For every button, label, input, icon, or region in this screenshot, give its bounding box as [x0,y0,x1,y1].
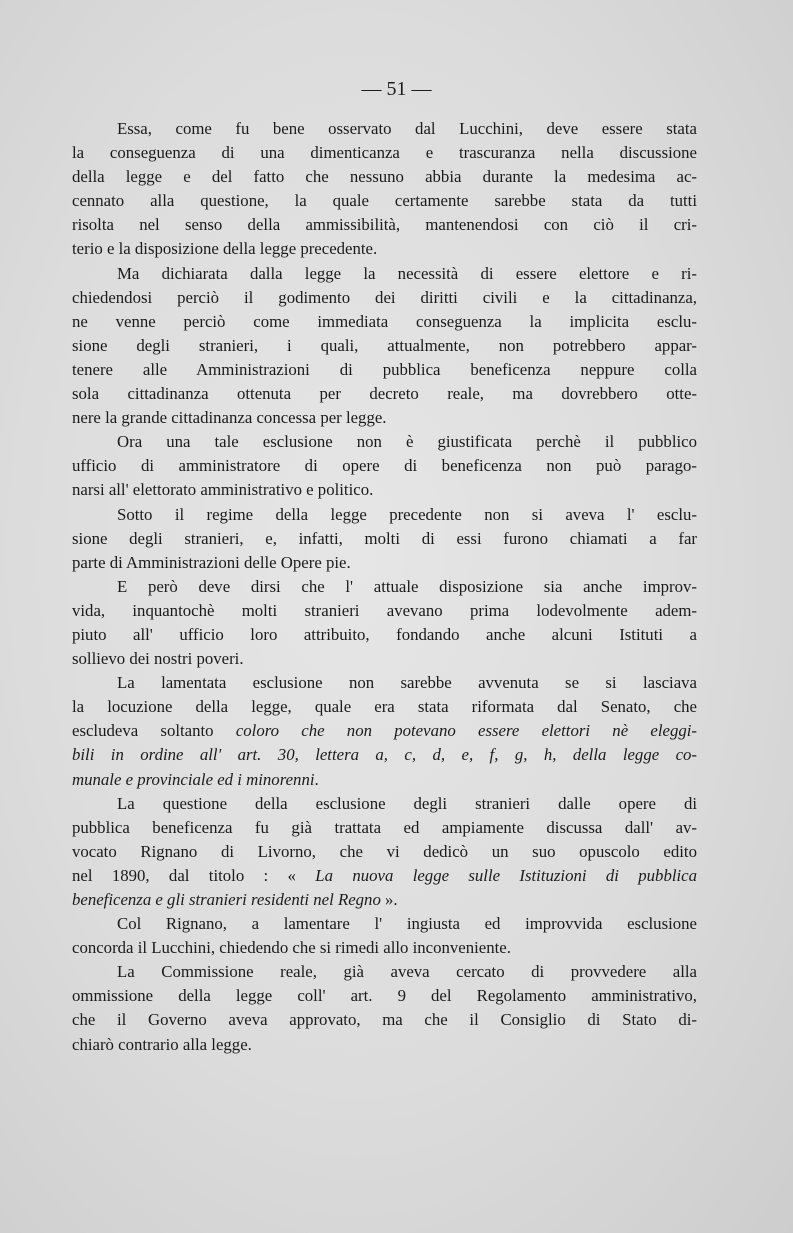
text-line: chiarò contrario alla legge. [72,1034,252,1054]
page-number: — 51 — [361,78,432,100]
paragraph [72,117,697,262]
paragraph [72,503,697,575]
text-line: munale e provinciale ed i minorenni. [72,769,319,789]
paragraph [72,792,697,912]
text-line: pubblica beneficenza fu già trattata ed ampiamente discussa dall' av- [72,817,697,837]
text-line: sola cittadinanza ottenuta per decreto reale, ma dovrebbero otte- [72,384,697,404]
text-line: sione degli stranieri, i quali, attualmente, non potrebbero appar- [72,335,697,355]
text-line: della legge e del fatto che nessuno abbia durante la medesima ac- [72,167,697,187]
text-line: vida, inquantochè molti stranieri avevano prima lodevolmente adem- [72,600,697,620]
text-line: piuto all' ufficio loro attribuito, fondando anche alcuni Istituti a [72,624,697,644]
text-line: Essa, come fu bene osservato dal Lucchini, deve essere stata [117,119,697,138]
text-line: la conseguenza di una dimenticanza e trascuranza nella discussione [72,143,697,163]
text-line: Col Rignano, a lamentare l' ingiusta ed improvvida esclusione [117,914,697,934]
text-line: nere la grande cittadinanza concessa per legge. [72,408,387,428]
text-line: Ma dichiarata dalla legge la necessità di essere elettore e ri- [117,263,697,283]
text-line: nel 1890, dal titolo : « La nuova legge sulle Istituzioni di pubblica [72,865,697,885]
text-line: La lamentata esclusione non sarebbe avvenuta se si lasciava [117,673,697,693]
text-line: concorda il Lucchini, chiedendo che si rimedi allo inconveniente. [72,938,511,958]
text-line: escludeva soltanto coloro che non potevano essere elettori nè eleggi- [72,721,697,741]
text-line: sione degli stranieri, e, infatti, molti di essi furono chiamati a far [72,528,697,548]
text-line: sollievo dei nostri poveri. [72,649,244,669]
text-line: ufficio di amministratore di opere di beneficenza non può parago- [72,456,697,476]
paragraph [72,430,697,502]
text-line: che il Governo aveva approvato, ma che il Consiglio di Stato di- [72,1010,697,1030]
paragraph [72,960,697,1056]
text-line: risolta nel senso della ammissibilità, mantenendosi con ciò il cri- [72,215,697,235]
text-line: vocato Rignano di Livorno, che vi dedicò un suo opuscolo edito [72,841,697,861]
text-line: tenere alle Amministrazioni di pubblica beneficenza neppure colla [72,359,697,379]
paragraph [72,912,697,960]
text-line: Sotto il regime della legge precedente non si aveva l' esclu- [117,504,697,524]
text-line: chiedendosi perciò il godimento dei diritti civili e la cittadinanza, [72,287,697,307]
text-line: parte di Amministrazioni delle Opere pie. [72,552,351,572]
text-line: La Commissione reale, già aveva cercato di provvedere alla [117,962,697,982]
text-line: E però deve dirsi che l' attuale disposizione sia anche improv- [117,576,697,596]
text-line: terio e la disposizione della legge precedente. [72,239,378,259]
text-line: la locuzione della legge, quale era stata riformata dal Senato, che [72,697,697,717]
body-text [72,117,697,1057]
text-line: La questione della esclusione degli stranieri dalle opere di [117,793,697,813]
text-line: Ora una tale esclusione non è giustificata perchè il pubblico [117,432,697,452]
text-line: ne venne perciò come immediata conseguenza la implicita esclu- [72,311,697,331]
text-line: ommissione della legge coll' art. 9 del Regolamento amministrativo, [72,986,697,1006]
text-line: beneficenza e gli stranieri residenti nel Regno ». [72,890,398,909]
paragraph [72,262,697,431]
text-line: bili in ordine all' art. 30, lettera a, c, d, e, f, g, h, della legge co- [72,745,697,765]
text-line: narsi all' elettorato amministrativo e politico. [72,480,374,500]
text-line: cennato alla questione, la quale certamente sarebbe stata da tutti [72,191,697,211]
paragraph [72,575,697,671]
paragraph [72,671,697,791]
